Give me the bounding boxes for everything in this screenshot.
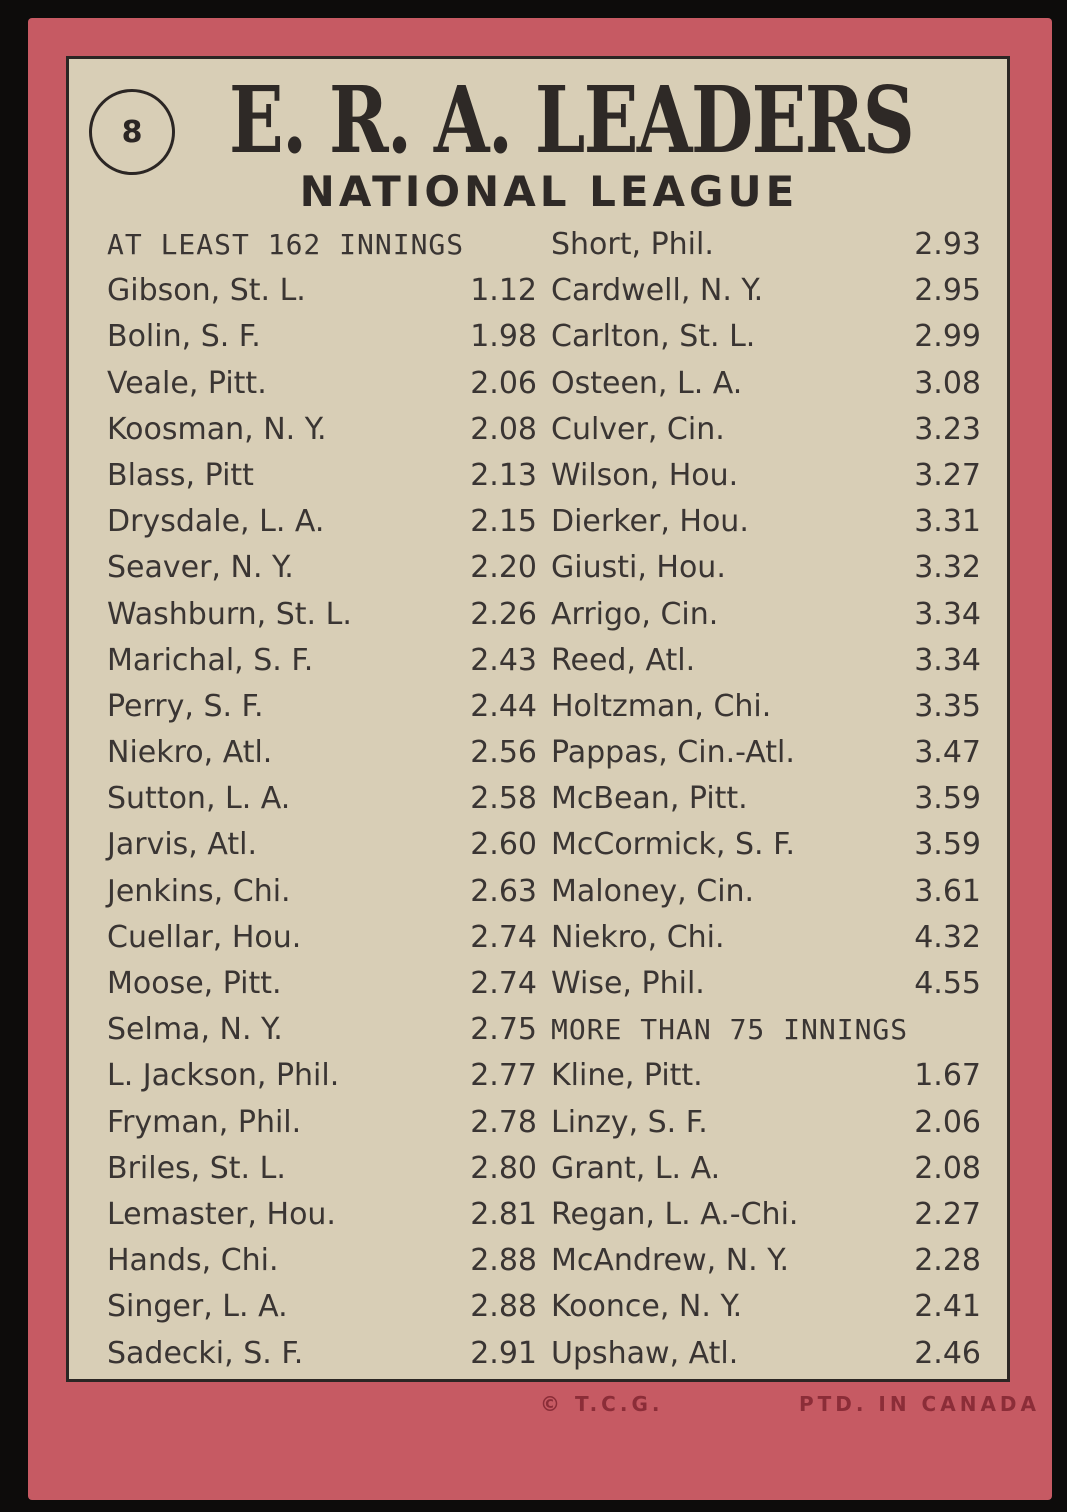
era-value: 2.06 [914,1104,981,1140]
player-era-row [107,268,537,314]
era-value: 3.34 [914,596,981,632]
player-name: Marichal, S. F. [107,642,314,678]
player-era-row [107,592,537,638]
player-name: Culver, Cin. [551,411,725,447]
copyright-text: © T.C.G. [540,1392,664,1416]
era-value: 2.60 [470,827,537,863]
player-name: Wise, Phil. [551,966,705,1001]
player-name: Lemaster, Hou. [107,1196,336,1232]
player-era-row [551,822,981,868]
era-value: 1.98 [470,319,537,355]
era-value: 3.34 [914,642,981,678]
section-header-75-innings: MORE THAN 75 INNINGS [551,1013,909,1047]
player-name: Drysdale, L. A. [107,504,325,540]
player-name: Jenkins, Chi. [107,873,291,909]
player-name: Sutton, L. A. [107,781,291,817]
player-name: Dierker, Hou. [551,504,749,540]
era-value: 2.77 [470,1058,537,1094]
player-era-row [551,684,981,730]
player-era-row [551,222,981,268]
player-era-row [551,638,981,684]
player-era-row [107,915,537,961]
era-value: 2.93 [914,227,981,262]
player-era-row [551,361,981,407]
player-name: Wilson, Hou. [551,457,739,493]
player-name: Briles, St. L. [107,1150,286,1186]
player-era-row [107,1238,537,1284]
era-value: 3.08 [914,365,981,401]
player-era-row [107,961,537,1007]
era-value: 2.88 [470,1243,537,1279]
era-value: 3.23 [914,411,981,447]
player-era-row [107,730,537,776]
player-era-row [107,684,537,730]
era-value: 2.15 [470,504,537,540]
era-value: 2.41 [914,1289,981,1325]
era-value: 3.61 [914,873,981,909]
era-value: 2.58 [470,781,537,817]
printed-in-text: PTD. IN CANADA [798,1392,1040,1416]
player-era-row [107,1331,537,1377]
player-era-row [107,361,537,407]
player-era-row [107,314,537,360]
era-value: 2.28 [914,1243,981,1279]
player-name: Seaver, N. Y. [107,550,294,586]
player-name: Reed, Atl. [551,642,696,678]
player-era-row [551,545,981,591]
era-value: 2.88 [470,1289,537,1325]
player-era-row [551,453,981,499]
player-era-row [551,961,981,1007]
player-era-row [551,407,981,453]
era-value: 2.74 [470,966,537,1001]
player-name: Bolin, S. F. [107,319,261,355]
player-name: Koonce, N. Y. [551,1289,743,1325]
player-name: Maloney, Cin. [551,873,755,909]
player-era-row [107,407,537,453]
right-column [551,222,981,1377]
player-name: Singer, L. A. [107,1289,288,1325]
player-name: Upshaw, Atl. [551,1335,739,1371]
card-subtitle: NATIONAL LEAGUE [299,167,799,216]
player-era-row [107,822,537,868]
player-name: Arrigo, Cin. [551,596,719,632]
player-era-row [107,1053,537,1099]
player-era-row [551,1146,981,1192]
player-name: McCormick, S. F. [551,827,796,863]
era-value: 1.12 [470,273,537,309]
player-name: Koosman, N. Y. [107,411,327,447]
player-name: Cuellar, Hou. [107,919,302,955]
player-name: Giusti, Hou. [551,550,726,586]
player-era-row [551,499,981,545]
player-era-row [551,1331,981,1377]
player-era-row [107,499,537,545]
player-name: Perry, S. F. [107,688,264,724]
player-era-row [551,915,981,961]
player-name: Regan, L. A.-Chi. [551,1196,799,1232]
player-era-row [107,776,537,822]
era-value: 2.75 [470,1012,537,1048]
player-name: Blass, Pitt [107,457,254,493]
era-value: 3.59 [914,781,981,817]
era-value: 2.44 [470,688,537,724]
player-name: Carlton, St. L. [551,319,756,355]
player-name: Veale, Pitt. [107,365,267,401]
player-name: Niekro, Chi. [551,919,725,955]
era-value: 3.31 [914,504,981,540]
player-era-row [107,1100,537,1146]
card-number-badge: 8 [89,89,175,175]
player-era-row [551,1192,981,1238]
player-era-row [551,1100,981,1146]
player-era-row [551,1238,981,1284]
era-value: 4.55 [914,966,981,1001]
era-value: 2.13 [470,457,537,493]
player-era-row [551,314,981,360]
era-value: 2.43 [470,642,537,678]
era-value: 1.67 [914,1058,981,1094]
player-name: Linzy, S. F. [551,1104,708,1140]
era-value: 2.81 [470,1196,537,1232]
era-value: 2.63 [470,873,537,909]
player-name: Osteen, L. A. [551,365,743,401]
section-header-162-innings: AT LEAST 162 INNINGS [107,228,465,261]
player-era-row [551,592,981,638]
player-name: Grant, L. A. [551,1150,721,1186]
era-value: 2.80 [470,1150,537,1186]
player-name: McAndrew, N. Y. [551,1243,789,1279]
era-value: 2.08 [914,1150,981,1186]
era-value: 2.06 [470,365,537,401]
player-name: Short, Phil. [551,227,714,262]
player-name: Sadecki, S. F. [107,1335,304,1371]
player-name: Washburn, St. L. [107,596,352,632]
player-era-row [107,638,537,684]
era-value: 4.32 [914,919,981,955]
era-value: 2.46 [914,1335,981,1371]
player-name: McBean, Pitt. [551,781,748,817]
player-era-row [107,1192,537,1238]
card-panel [66,56,1010,1382]
player-name: Fryman, Phil. [107,1104,302,1140]
player-era-row [107,1146,537,1192]
player-era-row [551,1053,981,1099]
player-name: Hands, Chi. [107,1243,279,1279]
player-name: Kline, Pitt. [551,1058,703,1094]
player-name: Selma, N. Y. [107,1012,283,1048]
era-value: 2.56 [470,735,537,771]
era-value: 3.32 [914,550,981,586]
player-era-row [551,1284,981,1330]
player-era-row [107,869,537,915]
player-era-row [107,453,537,499]
era-value: 3.47 [914,735,981,771]
player-name: Moose, Pitt. [107,966,282,1001]
era-value: 2.08 [470,411,537,447]
player-era-row [107,1284,537,1330]
era-value: 3.59 [914,827,981,863]
player-name: Niekro, Atl. [107,735,273,771]
card-title: E. R. A. LEADERS [229,66,914,174]
player-era-row [551,268,981,314]
era-value: 2.91 [470,1335,537,1371]
era-value: 2.74 [470,919,537,955]
baseball-card-back [28,18,1052,1500]
era-value: 2.26 [470,596,537,632]
era-value: 2.20 [470,550,537,586]
era-value: 2.99 [914,319,981,355]
player-name: Pappas, Cin.-Atl. [551,735,795,771]
player-era-row [107,545,537,591]
player-era-row [551,730,981,776]
era-value: 2.78 [470,1104,537,1140]
player-name: Cardwell, N. Y. [551,273,764,309]
player-era-row [551,869,981,915]
era-value: 3.27 [914,457,981,493]
player-name: L. Jackson, Phil. [107,1058,340,1094]
player-era-row [107,1007,537,1053]
player-name: Holtzman, Chi. [551,688,772,724]
era-value: 2.27 [914,1196,981,1232]
player-era-row [551,776,981,822]
era-value: 3.35 [914,688,981,724]
card-footer [540,1392,1040,1416]
left-column [107,222,537,1377]
player-name: Jarvis, Atl. [107,827,257,863]
player-name: Gibson, St. L. [107,273,306,309]
era-value: 2.95 [914,273,981,309]
